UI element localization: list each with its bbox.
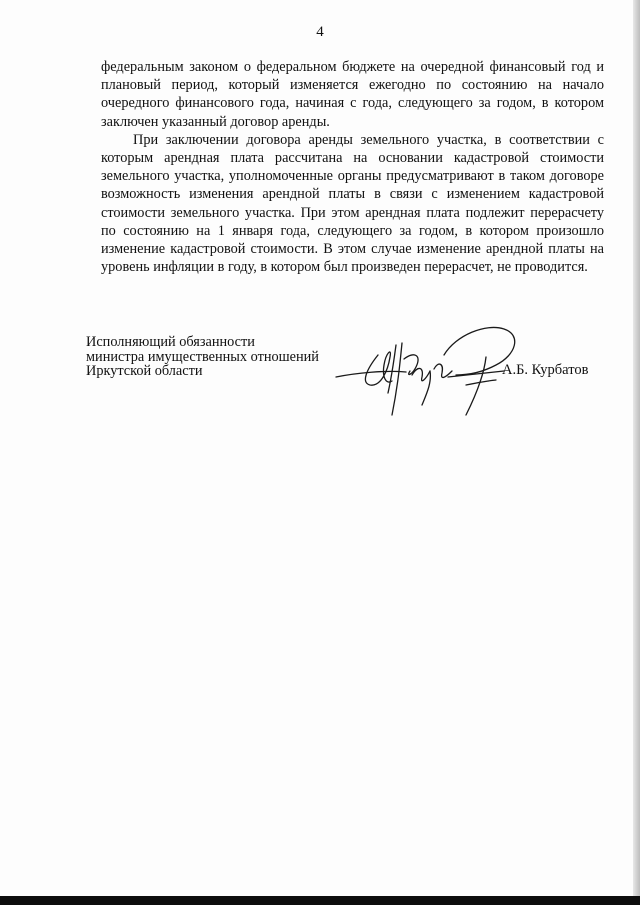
- signatory-title: [86, 335, 319, 379]
- paragraph-cadastral-value: При заключении договора аренды земельного участка, в соответствии с которым арендная плата рассчитана на основании кадастровой стоимости земельного участка, уполномоченные органы предусматривают в таком договоре возможность изменения арендной платы в связи с изменением кадастровой стоимости земельного участка. При этом арендная плата подлежит перерасчету по состоянию на 1 января года, следующего за годом, в котором произошло изменение кадастровой стоимости. В этом случае изменение арендной платы на уровень инфляции в году, в котором был произведен перерасчет, не проводится.: [101, 131, 604, 276]
- signatory-title-line: Исполняющий обязанности: [86, 334, 255, 350]
- scan-bottom-border: [0, 896, 640, 905]
- document-body: [101, 58, 604, 276]
- page-number: 4: [316, 24, 324, 40]
- signatory-title-line: министра имущественных отношений: [86, 348, 319, 365]
- signatory-name: А.Б. Курбатов: [502, 362, 589, 378]
- scan-edge-shadow: [633, 0, 640, 905]
- signature-block: [86, 335, 606, 425]
- signatory-title-line: Иркутской области: [86, 363, 203, 379]
- paragraph-continuation: федеральным законом о федеральном бюджете на очередной финансовый год и плановый период, который изменяется ежегодно по состоянию на начало очередного финансового года, начиная с года, следующего за годом, в котором заключен указанный договор аренды.: [101, 59, 604, 130]
